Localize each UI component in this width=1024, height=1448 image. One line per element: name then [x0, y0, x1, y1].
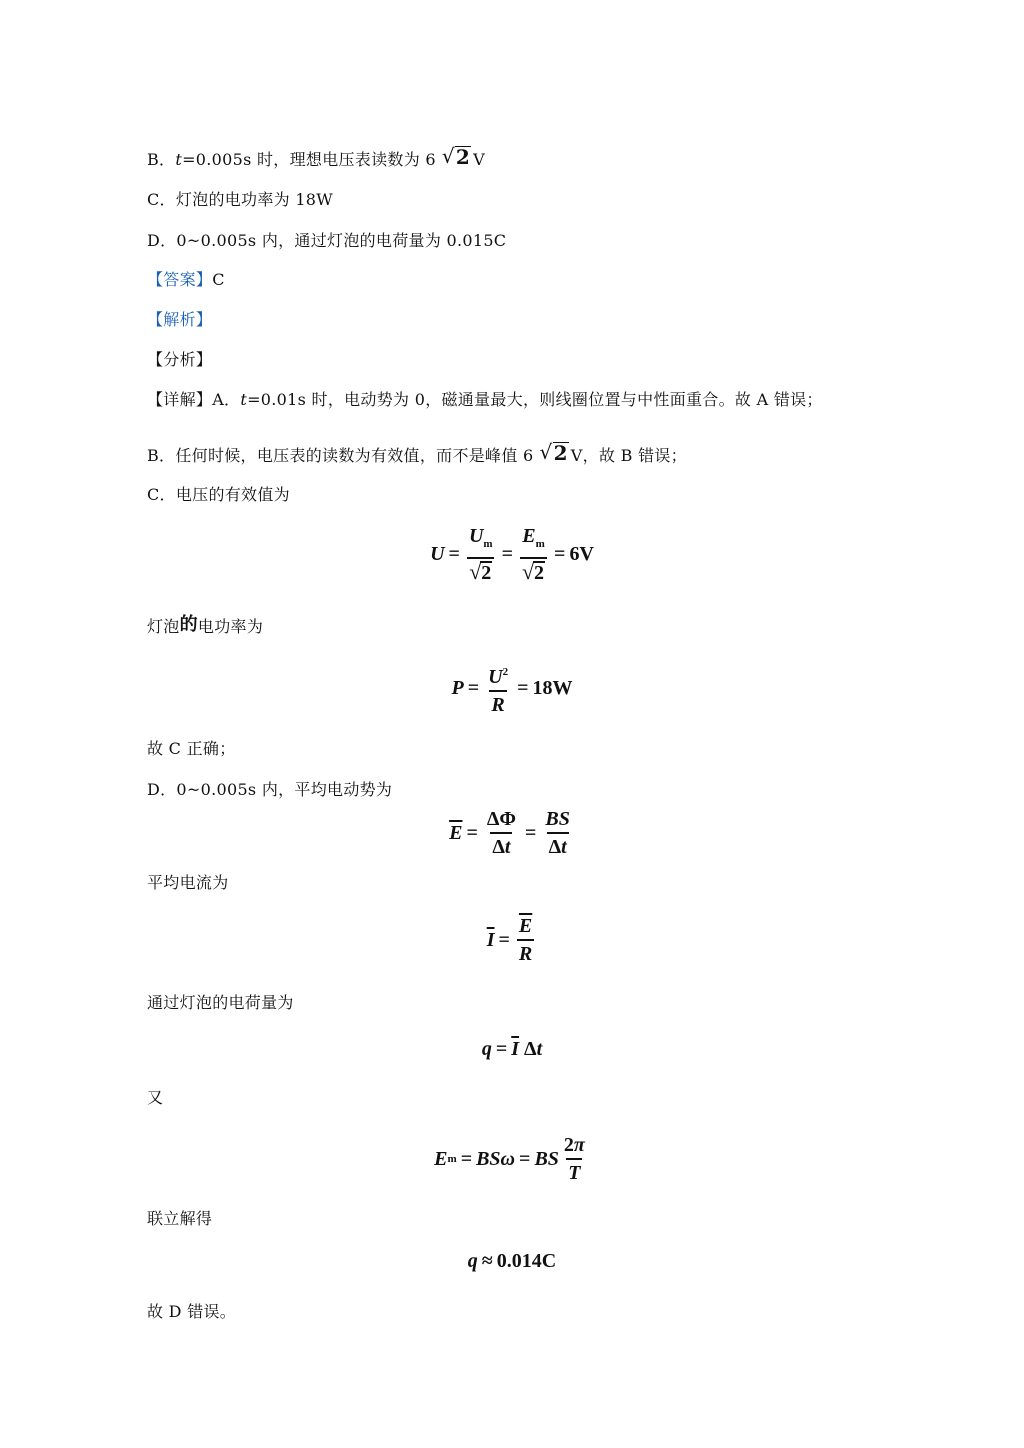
eq1-result: 6V — [569, 543, 594, 565]
b-text: B．任何时候，电压表的读数为有效值，而不是峰值 6 — [147, 446, 534, 465]
equation-power: P = $\frac{U^2}{R}$ = 18W — [451, 666, 573, 716]
b-explanation-line — [147, 442, 687, 467]
eq6-result: 0.014C — [496, 1250, 557, 1272]
sqrt-symbol: √ 2 — [539, 440, 568, 465]
option-b-unit: V — [473, 150, 485, 169]
power-line: 灯泡的电功率为 — [147, 614, 264, 636]
c-correct-line: 故 C 正确； — [147, 739, 236, 758]
option-c-line: C．灯泡的电功率为 18W — [147, 190, 334, 209]
answer-line — [147, 269, 225, 291]
detail-text: =0.01s 时，电动势为 0，磁通量最大，则线圈位置与中性面重合。故 A 错误； — [247, 390, 823, 409]
you-line: 又 — [147, 1088, 164, 1107]
eq2-result: 18W — [532, 677, 573, 699]
avg-current-line: 平均电流为 — [147, 873, 229, 892]
fenxi-tag: 【分析】 — [147, 350, 213, 369]
c-explanation-line: C．电压的有效值为 — [147, 485, 290, 504]
detail-line — [147, 389, 823, 411]
time-variable: t — [175, 150, 183, 169]
b-tail: V，故 B 错误； — [570, 446, 687, 465]
option-d-line: D．0~0.005s 内，通过灯泡的电荷量为 0.015C — [147, 231, 507, 250]
analysis-tag: 【解析】 — [147, 310, 213, 329]
charge-line: 通过灯泡的电荷量为 — [147, 993, 294, 1012]
d-explanation-line: D．0~0.005s 内，平均电动势为 — [147, 780, 393, 799]
d-wrong-line: 故 D 错误。 — [147, 1302, 237, 1321]
equation-result: q ≈ 0.014C — [467, 1250, 557, 1272]
answer-tag: 【答案】 — [147, 270, 213, 289]
option-b-prefix: B． — [147, 150, 176, 169]
option-b-text: =0.005s 时，理想电压表读数为 6 — [182, 150, 436, 169]
detail-prefix: 【详解】A． — [147, 390, 241, 409]
equation-average-emf: $\overline{E}$ = $\frac{\Delta\Phi}{\Delta t}$ = $\frac{BS}{\Delta t}$ — [449, 808, 570, 858]
equation-average-current: $\overline{I}$ = $\frac{\overline{E}}{R}$ — [486, 915, 533, 965]
equation-charge: q = $\overline{I}$ Δ t — [481, 1038, 543, 1060]
equation-effective-voltage: U = $U_m$ √ 2 = $E_m$ √ 2 = 6V — [430, 525, 594, 584]
option-b-line — [147, 146, 485, 171]
lianli-line: 联立解得 — [147, 1209, 213, 1228]
time-variable: t — [240, 390, 248, 409]
answer-value: C — [212, 270, 225, 289]
sqrt-symbol: √ 2 — [441, 144, 471, 169]
equation-peak-emf: E m = BSω = BS $\frac{2\pi}{T}$ — [434, 1134, 585, 1184]
